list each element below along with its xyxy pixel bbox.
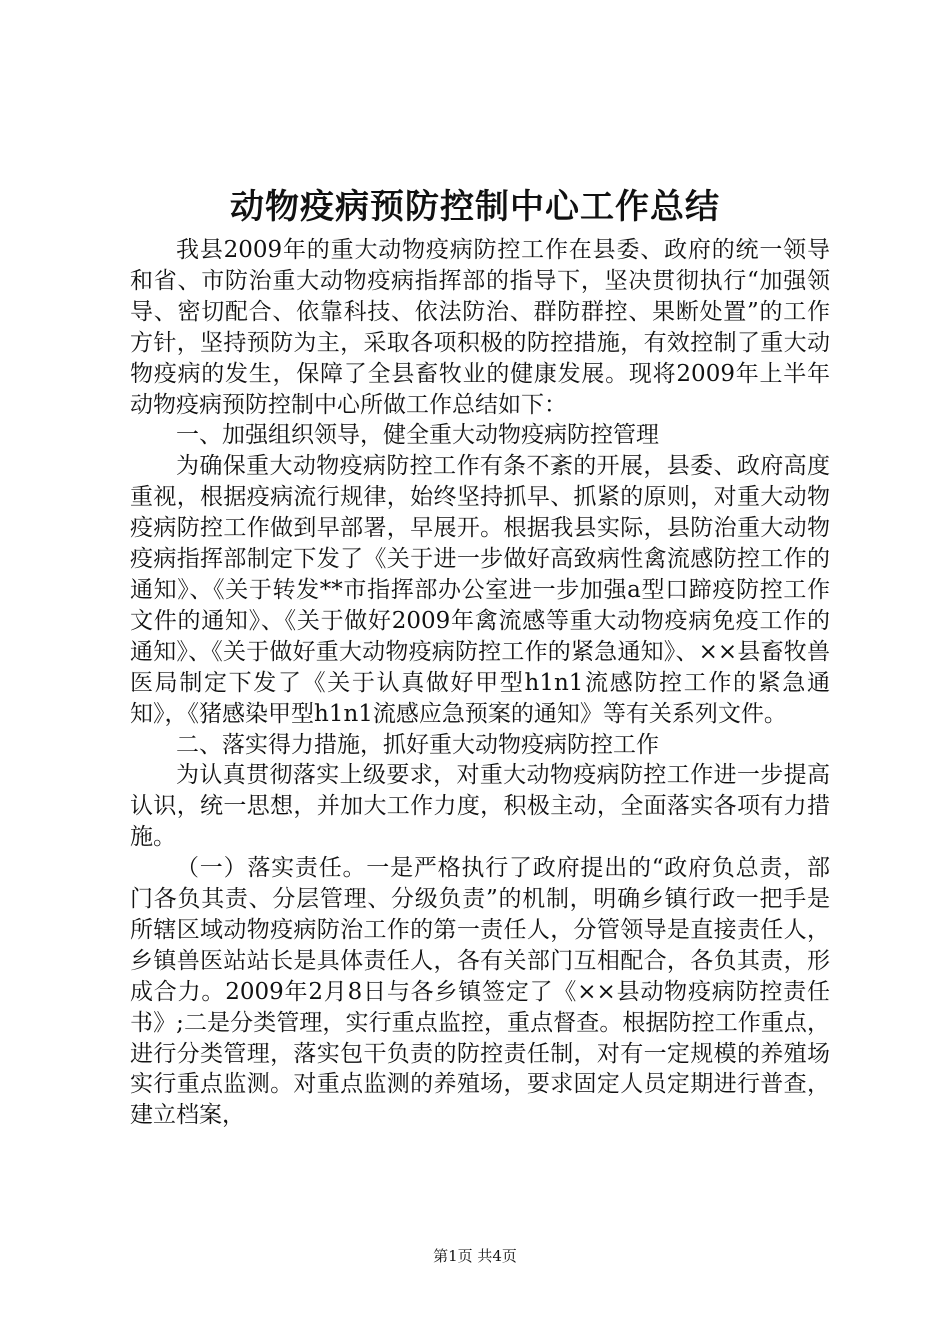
document-body <box>130 235 830 1131</box>
section-heading-2: 二、落实得力措施，抓好重大动物疫病防控工作 <box>176 731 659 758</box>
paragraph-section-1: 为确保重大动物疫病防控工作有条不紊的开展，县委、政府高度重视，根据疫病流行规律，始终坚持抓早、抓紧的原则，对重大动物疫病防控工作做到早部署，早展开。根据我县实际，县防治重大动物疫病指挥部制定下发了《关于进一步做好高致病性禽流感防控工作的通知》、《关于转发**市指挥部办公室进一步加强a型口蹄疫防控工作文件的通知》、《关于做好2009年禽流感等重大动物疫病免疫工作的通知》、《关于做好重大动物疫病防控工作的紧急通知》、××县畜牧兽医局制定下发了《关于认真做好甲型h1n1流感防控工作的紧急通知》，《猪感染甲型h1n1流感应急预案的通知》等有关系列文件。 <box>130 453 830 727</box>
paragraph-intro: 我县2009年的重大动物疫病防控工作在县委、政府的统一领导和省、市防治重大动物疫病指挥部的指导下，坚决贯彻执行“加强领导、密切配合、依靠科技、依法防治、群防群控、果断处置”的工作方针，坚持预防为主，采取各项积极的防控措施，有效控制了重大动物疫病的发生，保障了全县畜牧业的健康发展。现将2009年上半年动物疫病预防控制中心所做工作总结如下： <box>130 237 830 418</box>
section-heading-1: 一、加强组织领导，健全重大动物疫病防控管理 <box>176 422 659 449</box>
page-footer: 第1页 共4页 <box>433 1247 517 1265</box>
paragraph-section-2: 为认真贯彻落实上级要求，对重大动物疫病防控工作进一步提高认识，统一思想，并加大工作力度，积极主动，全面落实各项有力措施。 <box>130 762 830 851</box>
paragraph-subsection-1: （一）落实责任。一是严格执行了政府提出的“政府负总责，部门各负其责、分层管理、分级负责”的机制，明确乡镇行政一把手是所辖区域动物疫病防治工作的第一责任人，分管领导是直接责任人，乡镇兽医站站长是具体责任人，各有关部门互相配合，各负其责，形成合力。2009年2月8日与各乡镇签定了《××县动物疫病防控责任书》;二是分类管理，实行重点监控，重点督查。根据防控工作重点，进行分类管理，落实包干负责的防控责任制，对有一定规模的养殖场实行重点监测。对重点监测的养殖场，要求固定人员定期进行普查，建立档案， <box>130 855 830 1129</box>
document-title: 动物疫病预防控制中心工作总结 <box>230 187 720 227</box>
